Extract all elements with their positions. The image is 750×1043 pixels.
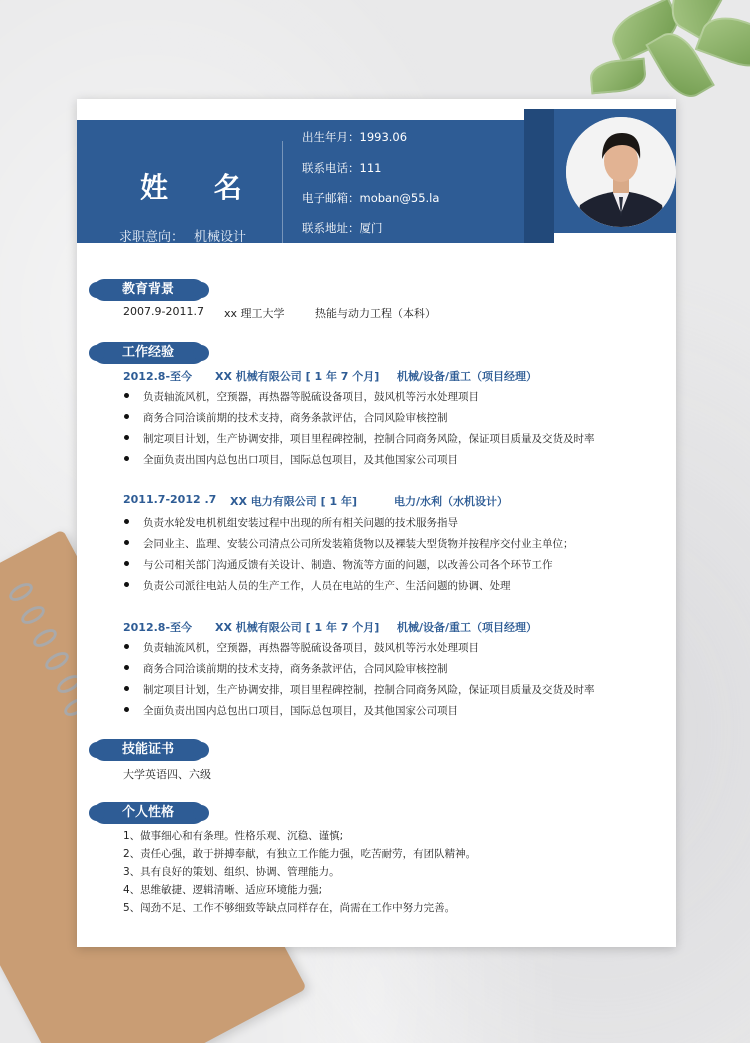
- job-company: XX 电力有限公司 [ 1 年]: [230, 495, 357, 508]
- job-item: 全面负责出国内总包出口项目，国际总包项目，及其他国家公司项目: [143, 454, 458, 466]
- job-item: 制定项目计划，生产协调安排，项目里程碑控制，控制合同商务风险，保证项目质量及交货及时率: [143, 433, 595, 445]
- section-work: 工作经验: [93, 342, 205, 364]
- job-item: 负责轴流风机，空预器，再热器等脱硫设备项目，鼓风机等污水处理项目: [143, 642, 479, 654]
- bullet-dot: [124, 435, 129, 440]
- personality-item: 5、闯劲不足、工作不够细致等缺点同样存在，尚需在工作中努力完善。: [123, 902, 456, 914]
- section-education: 教育背景: [93, 279, 205, 301]
- job-role: 电力/水利（水机设计）: [394, 495, 509, 508]
- bullet-dot: [124, 393, 129, 398]
- bullet-dot: [124, 561, 129, 566]
- personality-item: 4、思维敏捷、逻辑清晰、适应环境能力强;: [123, 884, 323, 896]
- bullet-dot: [124, 686, 129, 691]
- job-company: XX 机械有限公司 [ 1 年 7 个月]: [215, 370, 380, 383]
- personality-item: 2、责任心强，敢于拼搏奉献，有独立工作能力强，吃苦耐劳，有团队精神。: [123, 848, 477, 860]
- bullet-dot: [124, 414, 129, 419]
- job-item: 负责公司派往电站人员的生产工作，人员在电站的生产、生活问题的协调、处理: [143, 580, 511, 592]
- header-band: [77, 120, 524, 243]
- email-info: 电子邮箱：moban@55.la: [302, 191, 440, 205]
- resume-page: [77, 99, 676, 947]
- job-intent-value: 机械设计: [194, 230, 247, 245]
- job-period: 2012.8-至今: [123, 621, 193, 634]
- bullet-dot: [124, 540, 129, 545]
- job-period: 2012.8-至今: [123, 370, 193, 383]
- job-intent-label: 求职意向：: [119, 230, 185, 245]
- section-skills: 技能证书: [93, 739, 205, 761]
- address-info: 联系地址：厦门: [302, 221, 383, 235]
- job-role: 机械/设备/重工（项目经理）: [397, 370, 538, 383]
- job-item: 与公司相关部门沟通反馈有关设计、制造、物流等方面的问题，以改善公司各个环节工作: [143, 559, 553, 571]
- personality-item: 1、做事细心和有条理。性格乐观、沉稳、谨慎;: [123, 830, 344, 842]
- header-notch: [524, 109, 554, 243]
- job-item: 制定项目计划，生产协调安排，项目里程碑控制，控制合同商务风险，保证项目质量及交货及时率: [143, 684, 595, 696]
- job-item: 全面负责出国内总包出口项目，国际总包项目，及其他国家公司项目: [143, 705, 458, 717]
- section-personality: 个人性格: [93, 802, 205, 824]
- bullet-dot: [124, 665, 129, 670]
- personality-item: 3、具有良好的策划、组织、协调、管理能力。: [123, 866, 340, 878]
- bullet-dot: [124, 582, 129, 587]
- job-period: 2011.7-2012 .7: [123, 493, 217, 506]
- job-item: 负责轴流风机，空预器，再热器等脱硫设备项目，鼓风机等污水处理项目: [143, 391, 479, 403]
- job-company: XX 机械有限公司 [ 1 年 7 个月]: [215, 621, 380, 634]
- edu-major: 热能与动力工程（本科）: [315, 307, 436, 320]
- job-item: 会同业主、监理、安装公司清点公司所发装箱货物以及裸装大型货物并按程序交付业主单位；: [143, 538, 574, 550]
- birth-info: 出生年月：1993.06: [302, 130, 408, 144]
- job-item: 商务合同洽谈前期的技术支持，商务条款评估，合同风险审核控制: [143, 412, 448, 424]
- skills-text: 大学英语四、六级: [123, 768, 211, 781]
- job-role: 机械/设备/重工（项目经理）: [397, 621, 538, 634]
- bullet-dot: [124, 644, 129, 649]
- photo-block: [554, 109, 676, 233]
- job-item: 商务合同洽谈前期的技术支持，商务条款评估，合同风险审核控制: [143, 663, 448, 675]
- bullet-dot: [124, 456, 129, 461]
- edu-period: 2007.9-2011.7: [123, 305, 204, 318]
- job-item: 负责水轮发电机机组安装过程中出现的所有相关问题的技术服务指导: [143, 517, 458, 529]
- edu-school: xx 理工大学: [224, 307, 285, 320]
- bullet-dot: [124, 707, 129, 712]
- phone-info: 联系电话：111: [302, 161, 382, 175]
- avatar: [566, 117, 676, 227]
- bullet-dot: [124, 519, 129, 524]
- job-intent: [119, 226, 246, 245]
- name-title: 姓 名: [140, 171, 260, 204]
- header-divider: [282, 141, 283, 264]
